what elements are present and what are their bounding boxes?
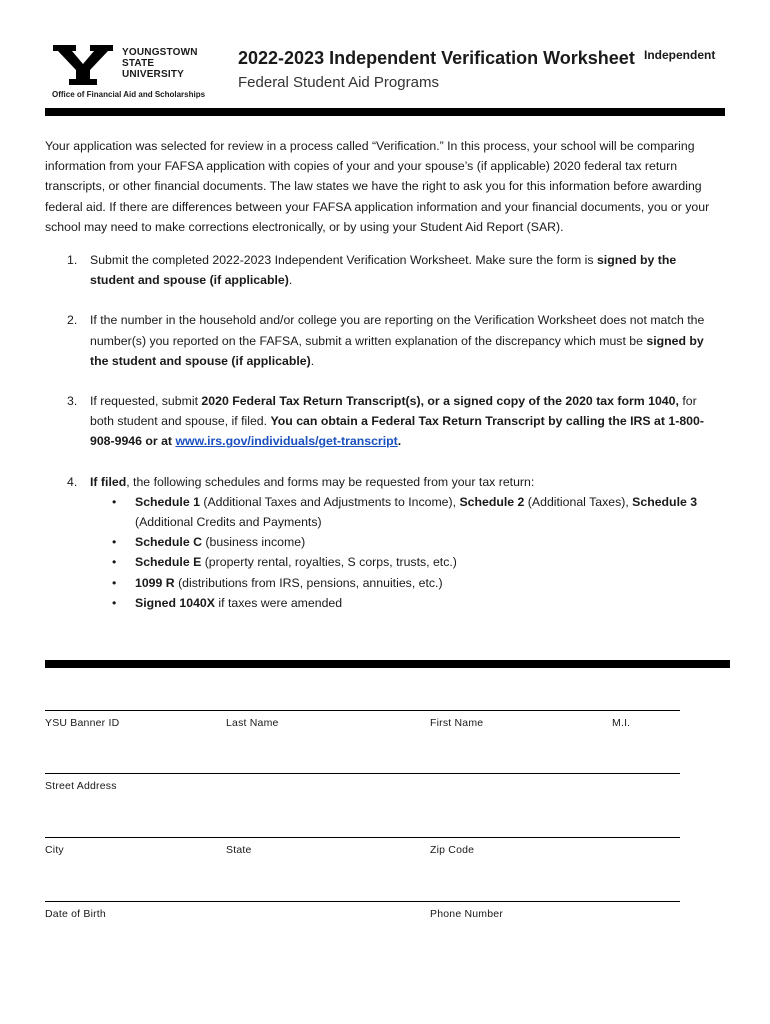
item-title: Signed 1040X <box>135 595 215 610</box>
list-item <box>90 552 717 572</box>
item-title: Schedule 1 <box>135 494 200 509</box>
first-name-label: First Name <box>430 717 484 729</box>
intro-paragraph: Your application was selected for review in a process called “Verification.” In this process, your school will be comparing information from your FAFSA application with copies of your and your spouse’s (if applicable) 2020 federal tax return transcripts, or other financial documents. The law states we have the right to ask you for this information before awarding federal aid. If there are differences between your FAFSA application information and your financial documents, you or your school may need to make corrections electronically, or by using your Student Aid Report (SAR). <box>45 139 710 234</box>
logo-line-2: STATE <box>122 58 155 69</box>
step-text: If the number in the household and/or college you are reporting on the Verification Worksheet does not match the number(s) you reported on the FAFSA, submit a written explanation of the discrepancy which must be <box>90 313 705 348</box>
item-text: (Additional Taxes), <box>524 494 633 509</box>
item-title: Schedule C <box>135 535 202 550</box>
item-title: Schedule 3 <box>632 494 698 509</box>
page-title: 2022-2023 Independent Verification Worksheet <box>238 48 635 68</box>
state-label: State <box>226 844 252 856</box>
office-name: Office of Financial Aid and Scholarships <box>52 90 206 99</box>
step-text: If requested, submit <box>90 394 202 409</box>
step-end: . <box>310 353 315 368</box>
step-number: 2. <box>67 313 78 328</box>
mi-label: M.I. <box>612 717 631 729</box>
item-text: (Additional Credits and Payments) <box>135 515 322 530</box>
item-text: (Additional Taxes and Adjustments to Income), <box>199 494 460 509</box>
step-number: 1. <box>67 253 78 267</box>
city-label: City <box>45 844 64 856</box>
step-number: 3. <box>67 394 78 409</box>
bullet-icon: • <box>112 555 117 570</box>
banner-id-name-line[interactable] <box>45 710 680 711</box>
step-emphasis: signed by the student and spouse (if applicable) <box>90 253 677 288</box>
step-4 <box>45 472 717 613</box>
instructions-list <box>45 250 717 633</box>
step-emphasis: signed by the student and spouse (if applicable) <box>90 333 704 368</box>
logo-line-3: UNIVERSITY <box>122 69 185 80</box>
step-text: , the following schedules and forms may be requested from your tax return: <box>126 474 535 489</box>
item-title: Schedule 2 <box>459 494 525 509</box>
section-divider <box>45 660 730 668</box>
step-text: Submit the completed 2022-2023 Independent Verification Worksheet. Make sure the form is <box>90 253 597 267</box>
list-item <box>90 492 717 532</box>
bullet-icon: • <box>112 595 117 610</box>
bullet-icon: • <box>112 494 117 509</box>
item-text: if taxes were amended <box>214 595 343 610</box>
ysu-logo <box>52 44 206 102</box>
list-item <box>90 573 717 593</box>
logo-line-1: YOUNGSTOWN <box>122 47 198 58</box>
zip-code-label: Zip Code <box>430 844 475 856</box>
date-of-birth-label: Date of Birth <box>45 908 106 920</box>
university-name <box>122 47 198 80</box>
top-divider <box>45 108 725 116</box>
street-address-label: Street Address <box>45 780 117 792</box>
street-address-line[interactable] <box>45 773 680 774</box>
item-title: 1099 R <box>135 575 175 590</box>
page-subtitle: Federal Student Aid Programs <box>238 74 439 91</box>
city-state-zip-line[interactable] <box>45 837 680 838</box>
list-item <box>90 593 717 613</box>
item-text: (distributions from IRS, pensions, annuities, etc.) <box>174 575 443 590</box>
list-item <box>90 532 717 552</box>
schedule-list <box>90 492 717 613</box>
step-1 <box>45 250 717 290</box>
step-emphasis: 2020 Federal Tax Return Transcript(s), or a signed copy of the 2020 tax form 1040, <box>201 394 679 409</box>
dob-phone-line[interactable] <box>45 901 680 902</box>
step-emphasis: You can obtain a Federal Tax Return Transcript by calling the IRS at 1-800-908-9946 or at <box>90 414 704 449</box>
step-end: . <box>397 434 402 449</box>
step-emphasis: If filed <box>90 474 127 489</box>
item-title: Schedule E <box>135 555 202 570</box>
step-end: . <box>288 273 293 288</box>
step-3 <box>45 391 717 452</box>
step-2 <box>45 310 717 371</box>
item-text: (property rental, royalties, S corps, trusts, etc.) <box>201 555 457 570</box>
item-text: (business income) <box>201 535 306 550</box>
bullet-icon: • <box>112 535 117 550</box>
independent-badge: Independent <box>644 48 716 62</box>
irs-transcript-link[interactable]: www.irs.gov/individuals/get-transcript <box>175 434 398 449</box>
step-text: for both student and spouse, if filed. <box>90 394 697 429</box>
ysu-y-logo-icon <box>52 44 114 86</box>
bullet-icon: • <box>112 575 117 590</box>
step-number: 4. <box>67 474 78 489</box>
last-name-label: Last Name <box>226 717 279 729</box>
phone-number-label: Phone Number <box>430 908 504 920</box>
banner-id-label: YSU Banner ID <box>45 717 120 729</box>
